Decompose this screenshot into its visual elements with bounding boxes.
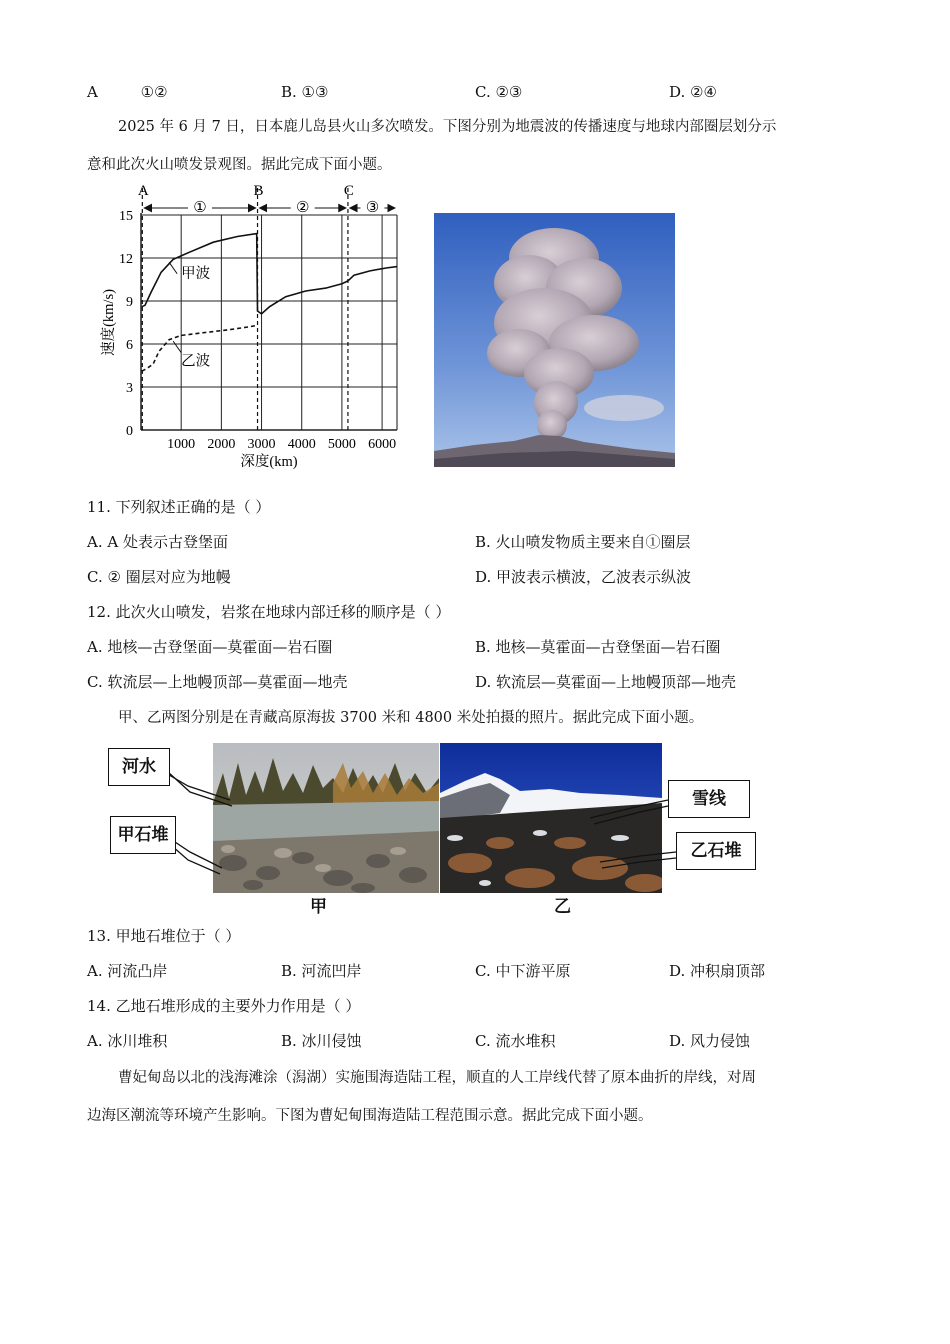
volcano-eruption-photo xyxy=(434,213,675,467)
photo-label-jia: 甲 xyxy=(310,897,327,917)
callout-river: 河水 xyxy=(108,748,170,786)
q14-option-b: B. 冰川侵蚀 xyxy=(281,1032,362,1050)
y-tick-label: 12 xyxy=(119,252,133,267)
photo-yi-snowline xyxy=(440,743,662,893)
q10-option-d: D. ②④ xyxy=(669,83,717,101)
x-tick-label: 6000 xyxy=(368,437,397,452)
x-tick-label: 1000 xyxy=(167,437,196,452)
series-label-jia-wave: 甲波 xyxy=(181,266,211,283)
x-tick-label: 4000 xyxy=(287,437,316,452)
q12-option-a: A. 地核—古登堡面—莫霍面—岩石圈 xyxy=(87,638,333,656)
q13-option-a: A. 河流凸岸 xyxy=(87,962,168,980)
q10-option-b: B. ①③ xyxy=(281,83,329,101)
intro2: 甲、乙两图分别是在青藏高原海拔 3700 米和 4800 米处拍摄的照片。据此完成下面小题。 xyxy=(118,710,704,726)
boundary-label: A xyxy=(137,183,149,199)
q11-option-d: D. 甲波表示横波，乙波表示纵波 xyxy=(475,568,692,586)
y-tick-label: 6 xyxy=(126,338,133,353)
q14-option-a: A. 冰川堆积 xyxy=(87,1032,168,1050)
x-tick-label: 2000 xyxy=(207,437,236,452)
q12-option-d: D. 软流层—莫霍面—上地幔顶部—地壳 xyxy=(475,673,737,691)
y-tick-label: 3 xyxy=(126,381,133,396)
q11-option-b: B. 火山喷发物质主要来自①圈层 xyxy=(475,533,691,551)
seismic-wave-chart xyxy=(95,178,415,474)
callout-rock-pile-jia: 甲石堆 xyxy=(110,816,176,854)
intro1-line2: 意和此次火山喷发景观图。据此完成下面小题。 xyxy=(87,157,392,173)
layer-label: ② xyxy=(296,200,310,216)
y-tick-label: 0 xyxy=(126,424,133,439)
q11-option-c: C. ② 圈层对应为地幔 xyxy=(87,568,231,586)
callout-rock-pile-yi: 乙石堆 xyxy=(676,832,756,870)
x-tick-label: 3000 xyxy=(247,437,276,452)
q10-option-a-letter: A xyxy=(87,83,98,101)
photo-label-yi: 乙 xyxy=(554,897,571,917)
series-leader-yi xyxy=(173,341,181,352)
q12-option-b: B. 地核—莫霍面—古登堡面—岩石圈 xyxy=(475,638,721,656)
q11-option-a: A. A 处表示古登堡面 xyxy=(87,533,228,551)
q10-option-a-value: ①② xyxy=(140,83,168,101)
q13-stem: 13. 甲地石堆位于（ ） xyxy=(87,927,241,945)
series-label-yi-wave: 乙波 xyxy=(181,353,211,370)
q13-option-d: D. 冲积扇顶部 xyxy=(669,962,766,980)
boundary-label: C xyxy=(343,183,354,199)
boundary-label: B xyxy=(253,183,264,199)
q13-option-b: B. 河流凹岸 xyxy=(281,962,362,980)
y-axis-title: 速度(km/s) xyxy=(101,289,117,356)
q10-option-c: C. ②③ xyxy=(475,83,523,101)
intro3-line2: 边海区潮流等环境产生影响。下图为曹妃甸围海造陆工程范围示意。据此完成下面小题。 xyxy=(87,1108,653,1124)
layer-label: ③ xyxy=(365,200,380,216)
q11-stem: 11. 下列叙述正确的是（ ） xyxy=(87,498,271,516)
series-line-jia-wave xyxy=(142,234,397,314)
callout-snowline: 雪线 xyxy=(668,780,750,818)
q14-option-c: C. 流水堆积 xyxy=(475,1032,556,1050)
photo-jia-riverbank xyxy=(213,743,439,893)
q14-stem: 14. 乙地石堆形成的主要外力作用是（ ） xyxy=(87,997,361,1015)
q12-stem: 12. 此次火山喷发，岩浆在地球内部迁移的顺序是（ ） xyxy=(87,603,451,621)
intro1-line1: 2025 年 6 月 7 日，日本鹿儿岛县火山多次喷发。下图分别为地震波的传播速度与地球内部圈层划分示 xyxy=(118,119,777,135)
y-tick-label: 15 xyxy=(119,209,133,224)
series-leader-jia xyxy=(169,262,177,273)
layer-label: ① xyxy=(193,200,207,216)
q14-option-d: D. 风力侵蚀 xyxy=(669,1032,751,1050)
y-tick-label: 9 xyxy=(126,295,133,310)
q13-option-c: C. 中下游平原 xyxy=(475,962,571,980)
q10-option-a xyxy=(87,82,168,102)
x-tick-label: 5000 xyxy=(327,437,356,452)
intro3-line1: 曹妃甸岛以北的浅海滩涂（潟湖）实施围海造陆工程，顺直的人工岸线代替了原本曲折的岸线，对周 xyxy=(118,1070,756,1086)
x-axis-title: 深度(km) xyxy=(240,454,298,470)
q12-option-c: C. 软流层—上地幔顶部—莫霍面—地壳 xyxy=(87,673,348,691)
